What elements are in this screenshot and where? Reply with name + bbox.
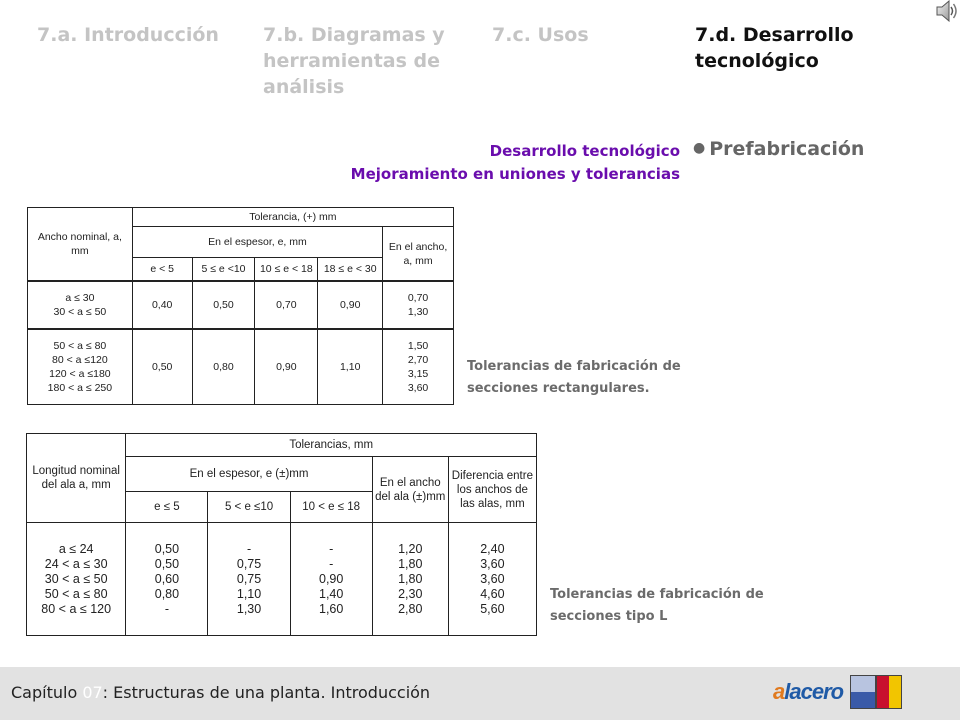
value: 2,40 xyxy=(480,541,505,556)
header-diferencia: Diferencia entre los anchos de las alas, mm xyxy=(448,457,536,523)
col-header: 5 ≤ e <10 xyxy=(192,258,255,282)
subtitle-line-1: Desarrollo tecnológico xyxy=(489,142,680,160)
header-espesor: En el espesor, e, mm xyxy=(132,227,382,258)
speaker-icon[interactable] xyxy=(934,0,958,22)
header-en-el-ancho: En el ancho, a, mm xyxy=(383,227,454,282)
chapter-title xyxy=(11,683,430,702)
header-ancho-nominal: Ancho nominal, a, mm xyxy=(28,208,133,282)
range-label: a ≤ 24 xyxy=(58,541,94,556)
value: 2,30 xyxy=(398,586,423,601)
value: 3,15 xyxy=(407,368,429,380)
range-label: 50 < a ≤ 80 xyxy=(53,340,107,352)
value: - xyxy=(164,601,169,616)
logo-letter: a xyxy=(773,679,785,704)
subtitle-line-2: Mejoramiento en uniones y tolerancias xyxy=(350,165,680,183)
range-label: 30 < a ≤ 50 xyxy=(44,571,108,586)
value: 0,70 xyxy=(407,292,429,304)
header-espesor: En el espesor, e (±)mm xyxy=(126,457,372,492)
alacero-logo xyxy=(773,679,843,705)
col-header: 10 ≤ e < 18 xyxy=(255,258,318,282)
value: 1,20 xyxy=(398,541,423,556)
ancho-ala-col xyxy=(372,523,448,636)
espesor-col-3 xyxy=(290,523,372,636)
value: 1,30 xyxy=(236,601,262,616)
caption-line: secciones rectangulares. xyxy=(467,381,650,396)
value: - xyxy=(329,556,334,571)
value: 2,70 xyxy=(407,354,429,366)
value: 0,90 xyxy=(319,571,344,586)
longitud-cell xyxy=(27,523,126,636)
caption-line: Tolerancias de fabricación de xyxy=(550,587,764,602)
range-label: 80 < a ≤ 120 xyxy=(41,601,112,616)
ancho-value-cell xyxy=(383,329,454,405)
header-tolerancia: Tolerancia, (+) mm xyxy=(132,208,453,227)
value-cell: 0,90 xyxy=(255,329,318,405)
bullet-dot-icon: ● xyxy=(693,140,706,156)
espesor-col-2 xyxy=(208,523,290,636)
value-cell: 0,90 xyxy=(318,281,383,329)
value: 1,40 xyxy=(319,586,344,601)
diferencia-col xyxy=(448,523,536,636)
tolerance-table-l-section xyxy=(26,433,537,636)
range-label: 50 < a ≤ 80 xyxy=(44,586,108,601)
value: 0,60 xyxy=(154,571,180,586)
ancho-cell xyxy=(28,281,133,329)
value: 3,60 xyxy=(407,382,429,394)
value-cell: 0,50 xyxy=(192,281,255,329)
bullet-prefabricacion xyxy=(693,138,864,160)
chapter-prefix: Capítulo xyxy=(11,683,83,702)
value-cell: 0,80 xyxy=(192,329,255,405)
value: 1,10 xyxy=(236,586,262,601)
value: 3,60 xyxy=(480,571,505,586)
col-header: e ≤ 5 xyxy=(126,492,208,523)
value: 5,60 xyxy=(480,601,505,616)
caption-line: Tolerancias de fabricación de xyxy=(467,359,681,374)
range-label: a ≤ 30 xyxy=(65,292,95,304)
value: 0,75 xyxy=(236,556,262,571)
nav-usos[interactable]: 7.c. Usos xyxy=(492,24,589,46)
range-label: 120 < a ≤180 xyxy=(49,368,111,380)
value-cell: 0,70 xyxy=(255,281,318,329)
nav-desarrollo[interactable]: 7.d. Desarrollo tecnológico xyxy=(695,24,854,72)
caption-line: secciones tipo L xyxy=(550,609,668,624)
value-cell: 0,50 xyxy=(132,329,192,405)
ancho-cell xyxy=(28,329,133,405)
section-subtitle xyxy=(351,140,680,186)
value: 0,75 xyxy=(236,571,262,586)
col-header: 10 < e ≤ 18 xyxy=(290,492,372,523)
col-header: 18 ≤ e < 30 xyxy=(318,258,383,282)
value: 1,80 xyxy=(398,556,423,571)
nav-introduccion[interactable]: 7.a. Introducción xyxy=(37,24,219,46)
value: - xyxy=(246,541,252,556)
value-cell: 1,10 xyxy=(318,329,383,405)
value: 2,80 xyxy=(398,601,423,616)
ancho-value-cell xyxy=(383,281,454,329)
value: 1,60 xyxy=(319,601,344,616)
nav-diagramas[interactable]: 7.b. Diagramas y herramientas de análisis xyxy=(263,24,445,98)
table-row xyxy=(28,281,454,329)
range-label: 80 < a ≤120 xyxy=(52,354,108,366)
col-header: 5 < e ≤10 xyxy=(208,492,290,523)
chapter-name: : Estructuras de una planta. Introducción xyxy=(102,683,431,702)
header-ancho-ala: En el ancho del ala (±)mm xyxy=(372,457,448,523)
bullet-label: Prefabricación xyxy=(709,138,865,160)
header-longitud-nominal: Longitud nominal del ala a, mm xyxy=(27,434,126,523)
footer-bar xyxy=(0,667,960,720)
range-label: 180 < a ≤ 250 xyxy=(47,382,113,394)
value: 0,50 xyxy=(154,541,180,556)
col-header: e < 5 xyxy=(132,258,192,282)
header-tolerancias: Tolerancias, mm xyxy=(126,434,537,457)
logo-text: lacero xyxy=(784,679,844,704)
value: 1,50 xyxy=(407,340,429,352)
university-crest xyxy=(850,675,876,709)
caption-rectangular xyxy=(467,356,681,400)
espesor-col-1 xyxy=(126,523,208,636)
university-crest xyxy=(876,675,902,709)
caption-l-section xyxy=(550,584,764,628)
value: 0,50 xyxy=(154,556,180,571)
value: 1,80 xyxy=(398,571,423,586)
chapter-number: 07 xyxy=(82,683,103,702)
value: 4,60 xyxy=(480,586,505,601)
range-label: 24 < a ≤ 30 xyxy=(44,556,108,571)
value: 3,60 xyxy=(480,556,505,571)
value: - xyxy=(329,541,334,556)
range-label: 30 < a ≤ 50 xyxy=(53,306,107,318)
tolerance-table-rectangular xyxy=(27,207,454,405)
table-row xyxy=(27,523,537,636)
value-cell: 0,40 xyxy=(132,281,192,329)
table-row xyxy=(28,329,454,405)
value: 1,30 xyxy=(407,306,429,318)
value: 0,80 xyxy=(154,586,180,601)
